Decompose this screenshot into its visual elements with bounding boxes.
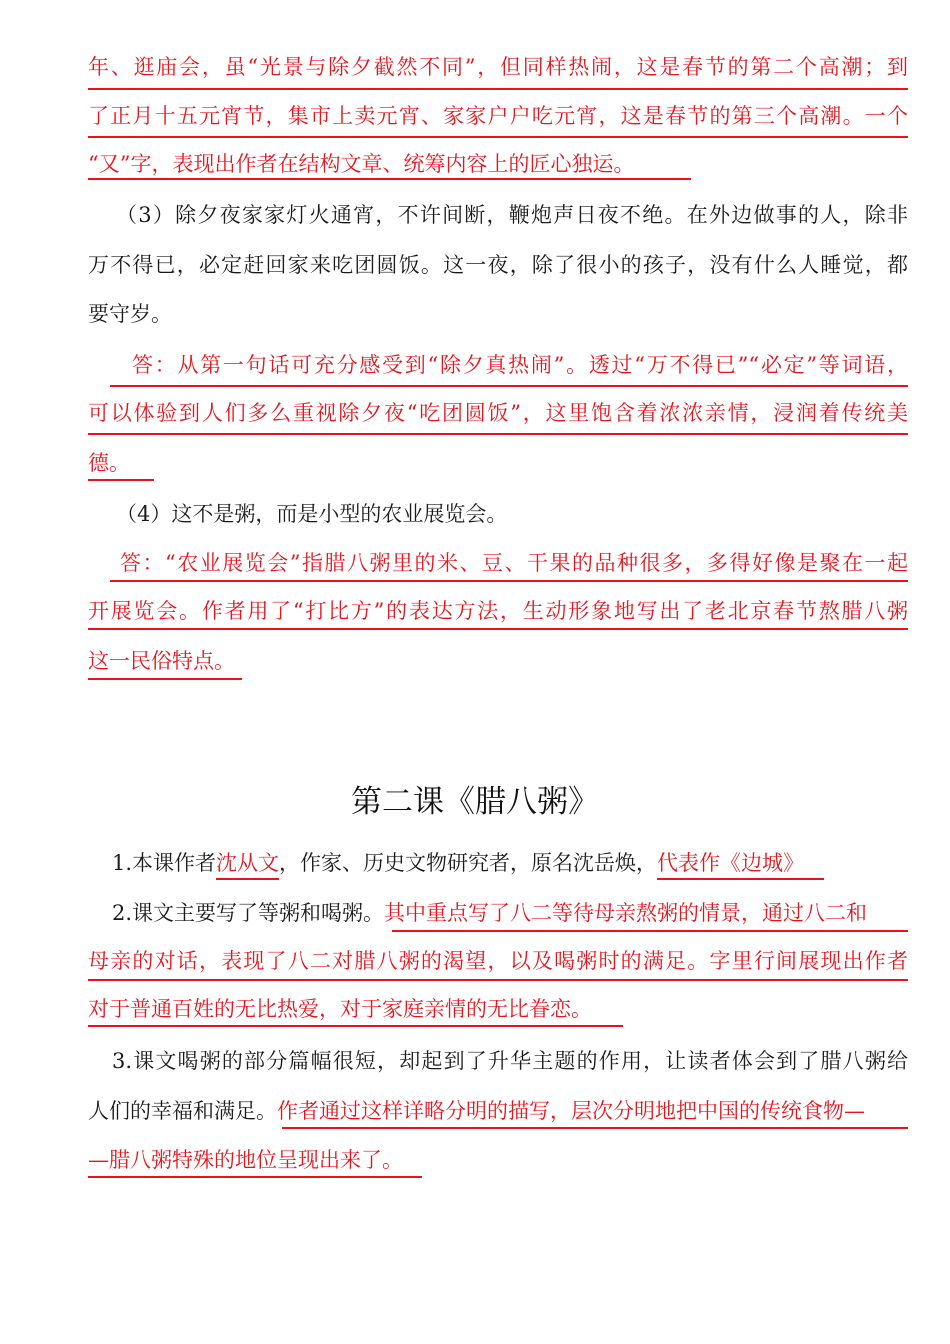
- answer-underline: [88, 628, 908, 630]
- item-1: [112, 848, 932, 878]
- answer-underline: [88, 178, 691, 180]
- answer-underline: [88, 433, 908, 435]
- question-line: 要守岁。: [88, 302, 172, 326]
- answer-underline: [88, 1176, 422, 1178]
- answer-underline: [110, 580, 908, 582]
- answer-underline: [88, 88, 908, 90]
- item-3-answer-start: 作者通过这样详略分明的描写，层次分明地把中国的传统食物—: [277, 1099, 865, 1123]
- answer-underline: [88, 479, 154, 481]
- item-2-answer-start: 其中重点写了八二等待母亲熬粥的情景，通过八二和: [384, 901, 868, 925]
- answer-line: 这一民俗特点。: [88, 649, 235, 673]
- answer-line: 答：从第一句话可充分感受到“除夕真热闹”。透过“万不得已”“必定”等词语，: [132, 353, 908, 377]
- author-answer: 沈从文: [216, 851, 279, 880]
- question-line: （3）除夕夜家家灯火通宵，不许间断，鞭炮声日夜不绝。在外边做事的人，除非: [116, 203, 908, 227]
- answer-line: 德。: [88, 451, 130, 475]
- answer-underline: [88, 1025, 623, 1027]
- answer-line: 了正月十五元宵节，集市上卖元宵、家家户户吃元宵，这是春节的第三个高潮。一个: [88, 104, 908, 128]
- answer-line: —腊八粥特殊的地位呈现出来了。: [88, 1148, 403, 1172]
- answer-underline: [110, 385, 908, 387]
- item-3-first-line: 3.课文喝粥的部分篇幅很短，却起到了升华主题的作用，让读者体会到了腊八粥给: [112, 1049, 908, 1073]
- answer-underline: [88, 136, 908, 138]
- answer-line: 开展览会。作者用了“打比方”的表达方法，生动形象地写出了老北京春节熬腊八粥: [88, 599, 908, 623]
- item-2-first-line: [112, 898, 908, 928]
- question-line: 万不得已，必定赶回家来吃团圆饭。这一夜，除了很小的孩子，没有什么人睡觉，都: [88, 253, 908, 277]
- answer-line: 母亲的对话，表现了八二对腊八粥的渴望，以及喝粥时的满足。字里行间展现出作者: [88, 949, 908, 973]
- answer-underline: [88, 678, 242, 680]
- answer-line: 可以体验到人们多么重视除夕夜“吃团圆饭”，这里饱含着浓浓亲情，浸润着传统美: [88, 401, 908, 425]
- item-1-prefix: 1.本课作者: [112, 851, 217, 875]
- answer-line: 年、逛庙会，虽“光景与除夕截然不同”，但同样热闹，这是春节的第二个高潮；到: [88, 55, 908, 79]
- lesson-title: 第二课《腊八粥》: [351, 784, 599, 820]
- answer-line: 答：“农业展览会”指腊八粥里的米、豆、干果的品种很多，多得好像是聚在一起: [120, 551, 908, 575]
- item-3-second-line: [88, 1096, 908, 1126]
- item-1-middle: ，作家、历史文物研究者，原名沈岳焕，: [279, 851, 658, 875]
- question-line: （4）这不是粥，而是小型的农业展览会。: [116, 502, 508, 526]
- answer-underline: [282, 1127, 908, 1129]
- work-answer: 代表作《边城》: [657, 851, 824, 880]
- answer-line: “又”字，表现出作者在结构文章、统筹内容上的匠心独运。: [88, 152, 635, 176]
- item-3-prefix: 人们的幸福和满足。: [88, 1099, 277, 1123]
- answer-underline: [392, 930, 908, 932]
- answer-line: 对于普通百姓的无比热爱，对于家庭亲情的无比眷恋。: [88, 997, 592, 1021]
- item-2-prefix: 2.课文主要写了等粥和喝粥。: [112, 901, 385, 925]
- answer-underline: [88, 979, 908, 981]
